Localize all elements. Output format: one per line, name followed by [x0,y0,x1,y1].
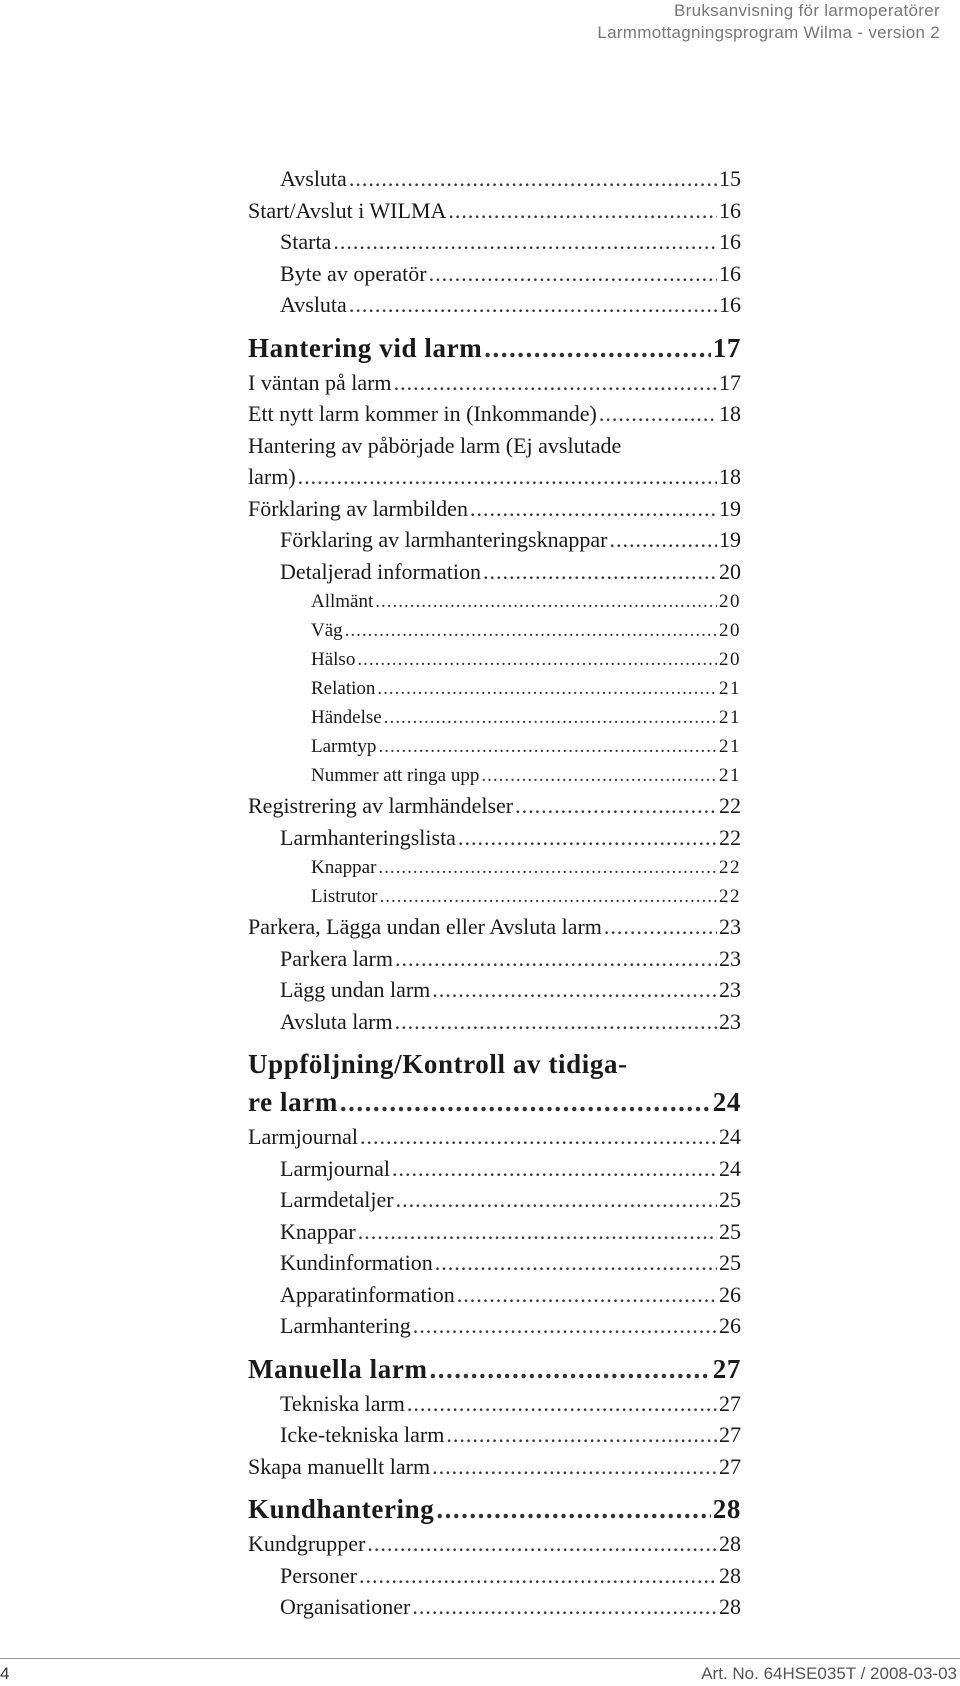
toc-entry-label: Väg [311,620,343,641]
toc-entry[interactable] [248,974,741,1006]
toc-entry-page: 27 [719,1422,741,1447]
toc-entry[interactable] [248,822,741,854]
toc-entry-page: 22 [719,857,741,878]
toc-entry-page: 25 [719,1187,741,1212]
toc-entry-label: Parkera larm [280,945,393,971]
toc-dot-leader [380,882,718,911]
toc-entry-label: Larmhanteringslista [280,824,456,850]
toc-dot-leader [359,1560,717,1592]
toc-entry-label: Listrutor [311,886,378,907]
toc-entry[interactable] [248,911,741,943]
toc-entry[interactable] [248,461,741,493]
toc-entry[interactable] [248,1121,741,1153]
toc-entry-page: 16 [719,229,741,254]
toc-entry[interactable] [248,1528,741,1560]
toc-dot-leader [396,1184,717,1216]
toc-dot-leader [470,493,717,525]
toc-entry-page: 27 [719,1390,741,1416]
toc-entry[interactable] [248,616,741,645]
toc-dot-leader [395,1006,717,1038]
toc-dot-leader [392,1153,717,1185]
toc-entry-page: 16 [719,292,741,317]
toc-dot-leader [432,974,717,1006]
toc-entry-label: Avsluta [280,292,347,317]
toc-dot-leader [446,1419,717,1451]
toc-dot-leader [458,822,717,854]
toc-entry[interactable] [248,1247,741,1279]
toc-entry[interactable] [248,882,741,911]
toc-entry-page: 24 [712,1087,741,1117]
toc-dot-leader [378,853,717,882]
toc-entry[interactable] [248,398,741,430]
toc-entry-page: 17 [712,332,741,363]
toc-dot-leader [435,1247,717,1279]
toc-entry[interactable] [248,1184,741,1216]
toc-entry-label: Knappar [311,857,377,878]
toc-entry-page: 21 [719,765,741,786]
toc-entry-page: 27 [712,1353,741,1384]
toc-entry-label: larm) [248,464,296,489]
toc-entry[interactable] [248,587,741,616]
toc-entry-label: Hälso [311,649,356,670]
toc-dot-leader [412,1591,717,1623]
toc-entry[interactable] [248,1591,741,1623]
document-header [597,0,940,44]
toc-chapter-entry[interactable] [248,1490,741,1528]
toc-entry-page: 24 [719,1155,741,1181]
toc-entry[interactable] [248,761,741,790]
toc-entry-label: Apparatinformation [280,1281,455,1307]
toc-dot-leader [367,1528,717,1560]
toc-entry[interactable] [248,853,741,882]
toc-dot-leader [345,616,717,645]
toc-entry-label: Förklaring av larmhanteringsknappar [280,527,608,552]
toc-entry[interactable] [248,1279,741,1311]
toc-entry[interactable] [248,1388,741,1420]
toc-entry-label-line1: Uppföljning/Kontroll av tidiga- [248,1049,628,1079]
toc-entry[interactable] [248,524,741,556]
toc-entry-page: 16 [719,260,741,286]
toc-dot-leader [481,761,717,790]
toc-entry-page: 21 [719,707,741,728]
toc-entry-page: 19 [719,527,741,552]
toc-entry-label: Händelse [311,707,382,728]
toc-entry-label: Parkera, Lägga undan eller Avsluta larm [248,914,602,939]
toc-entry-label: Start/Avslut i WILMA [248,197,447,223]
toc-entry[interactable] [248,703,741,732]
toc-entry-page: 22 [719,886,741,907]
toc-entry-page: 22 [719,793,741,818]
toc-entry[interactable] [248,289,741,321]
toc-dot-leader [457,1279,717,1311]
toc-entry[interactable] [248,226,741,258]
toc-entry-label: Larmjournal [280,1155,390,1181]
toc-entry-label: Ett nytt larm kommer in (Inkommande) [248,401,597,426]
toc-entry-label: Personer [280,1562,357,1588]
toc-entry-page: 15 [719,166,741,191]
toc-entry-label: re larm [248,1087,338,1117]
toc-entry-label: Larmhantering [280,1313,411,1338]
toc-dot-leader [357,645,717,674]
toc-entry-page: 20 [719,620,741,641]
toc-entry-page: 28 [712,1494,741,1524]
toc-entry-label: Relation [311,678,376,699]
toc-entry-page: 22 [719,824,741,850]
toc-entry-label: Kundinformation [280,1250,433,1275]
toc-entry-page: 24 [719,1124,741,1149]
toc-entry-page: 20 [719,591,741,612]
toc-dot-leader [298,461,717,493]
toc-dot-leader [407,1388,717,1420]
toc-entry[interactable] [248,674,741,703]
toc-dot-leader [349,289,717,321]
toc-entry-label: Knappar [280,1218,356,1244]
toc-entry-page: 23 [719,1008,741,1034]
toc-entry[interactable] [248,943,741,975]
table-of-contents [248,163,741,1623]
toc-chapter-entry[interactable] [248,1350,741,1388]
toc-entry[interactable] [248,556,741,588]
footer-divider [0,1658,960,1659]
toc-entry-page: 28 [719,1562,741,1588]
toc-entry-label: I väntan på larm [248,369,392,395]
toc-chapter-entry[interactable] [248,1083,741,1121]
toc-dot-leader [483,556,717,588]
toc-dot-leader [358,1216,717,1248]
toc-dot-leader [340,1083,711,1121]
toc-entry-page: 23 [719,914,741,939]
toc-entry-page: 26 [719,1313,741,1338]
toc-entry-label: Registrering av larmhändelser [248,793,514,818]
toc-entry[interactable] [248,1153,741,1185]
toc-entry-page: 20 [719,558,741,584]
toc-entry[interactable] [248,258,741,290]
toc-entry-label: Manuella larm [248,1353,428,1384]
toc-entry-label: Icke-tekniska larm [280,1422,445,1447]
toc-entry[interactable] [248,1451,741,1483]
toc-chapter-entry[interactable] [248,329,741,367]
toc-entry-page: 25 [719,1218,741,1244]
toc-entry-label: Organisationer [280,1594,411,1619]
toc-entry-label: Larmtyp [311,736,377,757]
toc-entry-page: 18 [719,401,741,426]
toc-entry-page: 20 [719,649,741,670]
toc-dot-leader [604,911,717,943]
toc-entry-label: Lägg undan larm [280,977,431,1002]
toc-entry-label: Avsluta [280,166,347,191]
toc-entry-page: 28 [719,1531,741,1556]
toc-entry-label: Hantering vid larm [248,332,483,363]
toc-dot-leader [377,674,717,703]
toc-entry-label: Byte av operatör [280,260,427,286]
toc-entry-label: Nummer att ringa upp [311,765,480,786]
toc-entry-page: 27 [719,1453,741,1479]
header-title: Bruksanvisning för larmoperatörer [674,1,940,20]
toc-entry[interactable] [248,493,741,525]
toc-entry-page: 23 [719,977,741,1002]
toc-entry-page: 16 [719,197,741,223]
toc-entry-page: 19 [719,495,741,521]
article-number: Art. No. 64HSE035T / 2008-03-03 [701,1664,957,1683]
toc-dot-leader [413,1310,717,1342]
toc-dot-leader [360,1121,717,1153]
toc-entry-page: 26 [719,1281,741,1307]
toc-entry[interactable] [248,732,741,761]
toc-entry-page: 17 [719,369,741,395]
toc-entry-page: 28 [719,1594,741,1619]
toc-entry-page: 21 [719,736,741,757]
toc-dot-leader [395,943,717,975]
header-subtitle: Larmmottagningsprogram Wilma - version 2 [597,23,940,42]
toc-entry-page: 21 [719,678,741,699]
toc-entry-label: Kundgrupper [248,1531,366,1556]
toc-dot-leader [430,1350,711,1388]
toc-dot-leader [436,1490,710,1528]
toc-entry-label: Tekniska larm [280,1390,405,1416]
toc-entry[interactable] [248,1216,741,1248]
toc-entry-label: Larmjournal [248,1124,358,1149]
toc-entry-label: Allmänt [311,591,374,612]
toc-entry-label: Avsluta larm [280,1008,393,1034]
toc-dot-leader [515,790,717,822]
toc-entry-label: Kundhantering [248,1494,435,1524]
toc-entry-label: Förklaring av larmbilden [248,495,468,521]
toc-dot-leader [448,195,717,227]
toc-entry[interactable] [248,195,741,227]
toc-entry-page: 23 [719,945,741,971]
toc-dot-leader [394,367,717,399]
toc-dot-leader [349,163,717,195]
toc-entry[interactable] [248,790,741,822]
toc-entry[interactable] [248,367,741,399]
toc-dot-leader [375,587,717,616]
toc-entry-label: Skapa manuellt larm [248,1453,431,1479]
toc-entry[interactable] [248,1006,741,1038]
toc-entry[interactable] [248,163,741,195]
toc-entry[interactable] [248,1560,741,1592]
toc-entry-label: Starta [280,229,332,254]
toc-entry-page: 25 [719,1250,741,1275]
toc-dot-leader [484,329,711,367]
toc-entry-label: Larmdetaljer [280,1187,394,1212]
toc-dot-leader [384,703,717,732]
toc-dot-leader [429,258,717,290]
toc-entry[interactable] [248,1419,741,1451]
toc-dot-leader [333,226,717,258]
toc-entry-label: Detaljerad information [280,558,481,584]
toc-entry-page: 18 [719,464,741,489]
toc-entry[interactable] [248,645,741,674]
toc-dot-leader [378,732,717,761]
toc-dot-leader [432,1451,717,1483]
toc-dot-leader [599,398,717,430]
toc-entry[interactable] [248,1310,741,1342]
page-number: 4 [0,1664,10,1683]
toc-dot-leader [609,524,717,556]
toc-entry-label-line1: Hantering av påbörjade larm (Ej avslutade [248,432,622,458]
